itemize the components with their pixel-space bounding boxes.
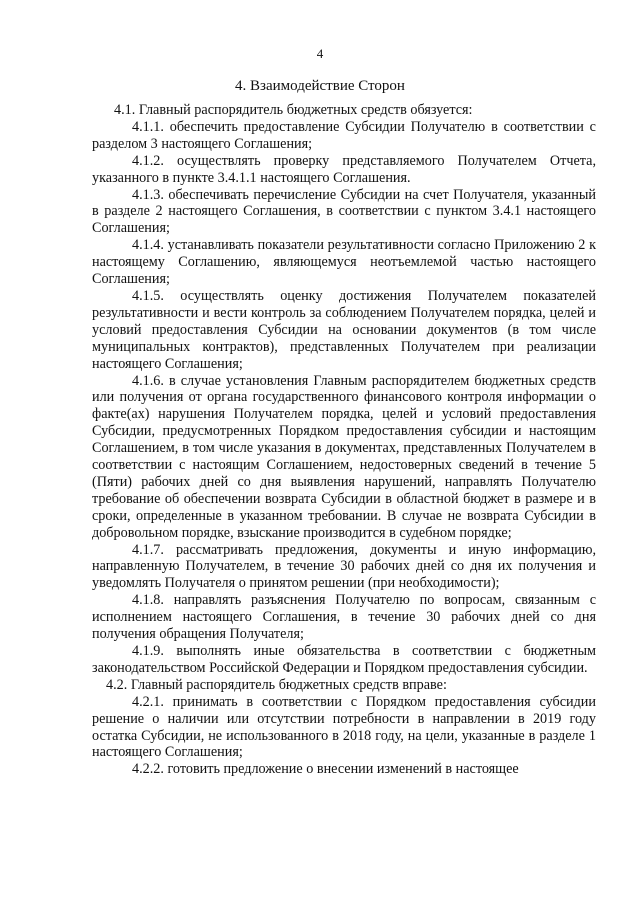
paragraph-4-1: 4.1. Главный распорядитель бюджетных средств обязуется: bbox=[114, 102, 473, 118]
paragraph-4-1-9: 4.1.9. выполнять иные обязательства в соответствии с бюджетным законодательством Российской Федерации и Порядком предоставления субсидии. bbox=[92, 643, 596, 676]
paragraph-4-1-8: 4.1.8. направлять разъяснения Получателю по вопросам, связанным с исполнением настоящего Соглашения, в течение 30 рабочих дней со дня получения обращения Получателя; bbox=[92, 592, 596, 643]
paragraph-4-1-6: 4.1.6. в случае установления Главным распорядителем бюджетных средств или получения от органа государственного финансового контроля информации о факте(ах) нарушения Получателем порядка, целей и условий предоставления Субсидии, предусмотренных Порядком предоставления субсидии и настоящим Соглашением, в том числе указания в документах, представленных Получателем в соответствии с настоящим Соглашением, недостоверных сведений в течение 5 (Пяти) рабочих дней со дня выявления нарушений, направлять Получателю требование об обеспечении возврата Субсидии в областной бюджет в размере и в сроки, определенные в указанном требовании. В случае не возврата Субсидии в добровольном порядке, взыскание производится в судебном порядке; bbox=[92, 372, 596, 541]
paragraph-4-2: 4.2. Главный распорядитель бюджетных средств вправе: bbox=[106, 676, 447, 693]
section-body bbox=[92, 102, 596, 778]
paragraph-4-2-2: 4.2.2. готовить предложение о внесении изменений в настоящее bbox=[132, 761, 519, 778]
paragraph-4-1-4: 4.1.4. устанавливать показатели результативности согласно Приложению 2 к настоящему Соглашению, являющемуся неотъемлемой частью настоящего Соглашения; bbox=[92, 237, 596, 288]
section-title: 4. Взаимодействие Сторон bbox=[235, 78, 405, 94]
paragraph-4-1-1: 4.1.1. обеспечить предоставление Субсидии Получателю в соответствии с разделом 3 настоящего Соглашения; bbox=[92, 118, 596, 152]
paragraph-4-1-2: 4.1.2. осуществлять проверку представляемого Получателем Отчета, указанного в пункте 3.4.1.1 настоящего Соглашения. bbox=[92, 152, 596, 186]
paragraph-4-1-7: 4.1.7. рассматривать предложения, документы и иную информацию, направленную Получателем, в течение 30 рабочих дней со дня их получения и уведомлять Получателя о принятом решении (при необходимости); bbox=[92, 541, 596, 592]
paragraph-4-1-3: 4.1.3. обеспечивать перечисление Субсидии на счет Получателя, указанный в разделе 2 настоящего Соглашения, в соответствии с пунктом 3.4.1 настоящего Соглашения; bbox=[92, 186, 596, 237]
page-number: 4 bbox=[316, 46, 324, 61]
paragraph-4-1-5: 4.1.5. осуществлять оценку достижения Получателем показателей результативности и вести контроль за соблюдением Получателем порядка, целей и условий предоставления Субсидии на основании документов (в том числе муниципальных контрактов), представленных Получателем при реализации настоящего Соглашения; bbox=[92, 287, 596, 372]
paragraph-4-2-1: 4.2.1. принимать в соответствии с Порядком предоставления субсидии решение о наличии или отсутствии потребности в направлении в 2019 году остатка Субсидии, не использованного в 2018 году, на цели, указанные в разделе 1 настоящего Соглашения; bbox=[92, 693, 596, 761]
